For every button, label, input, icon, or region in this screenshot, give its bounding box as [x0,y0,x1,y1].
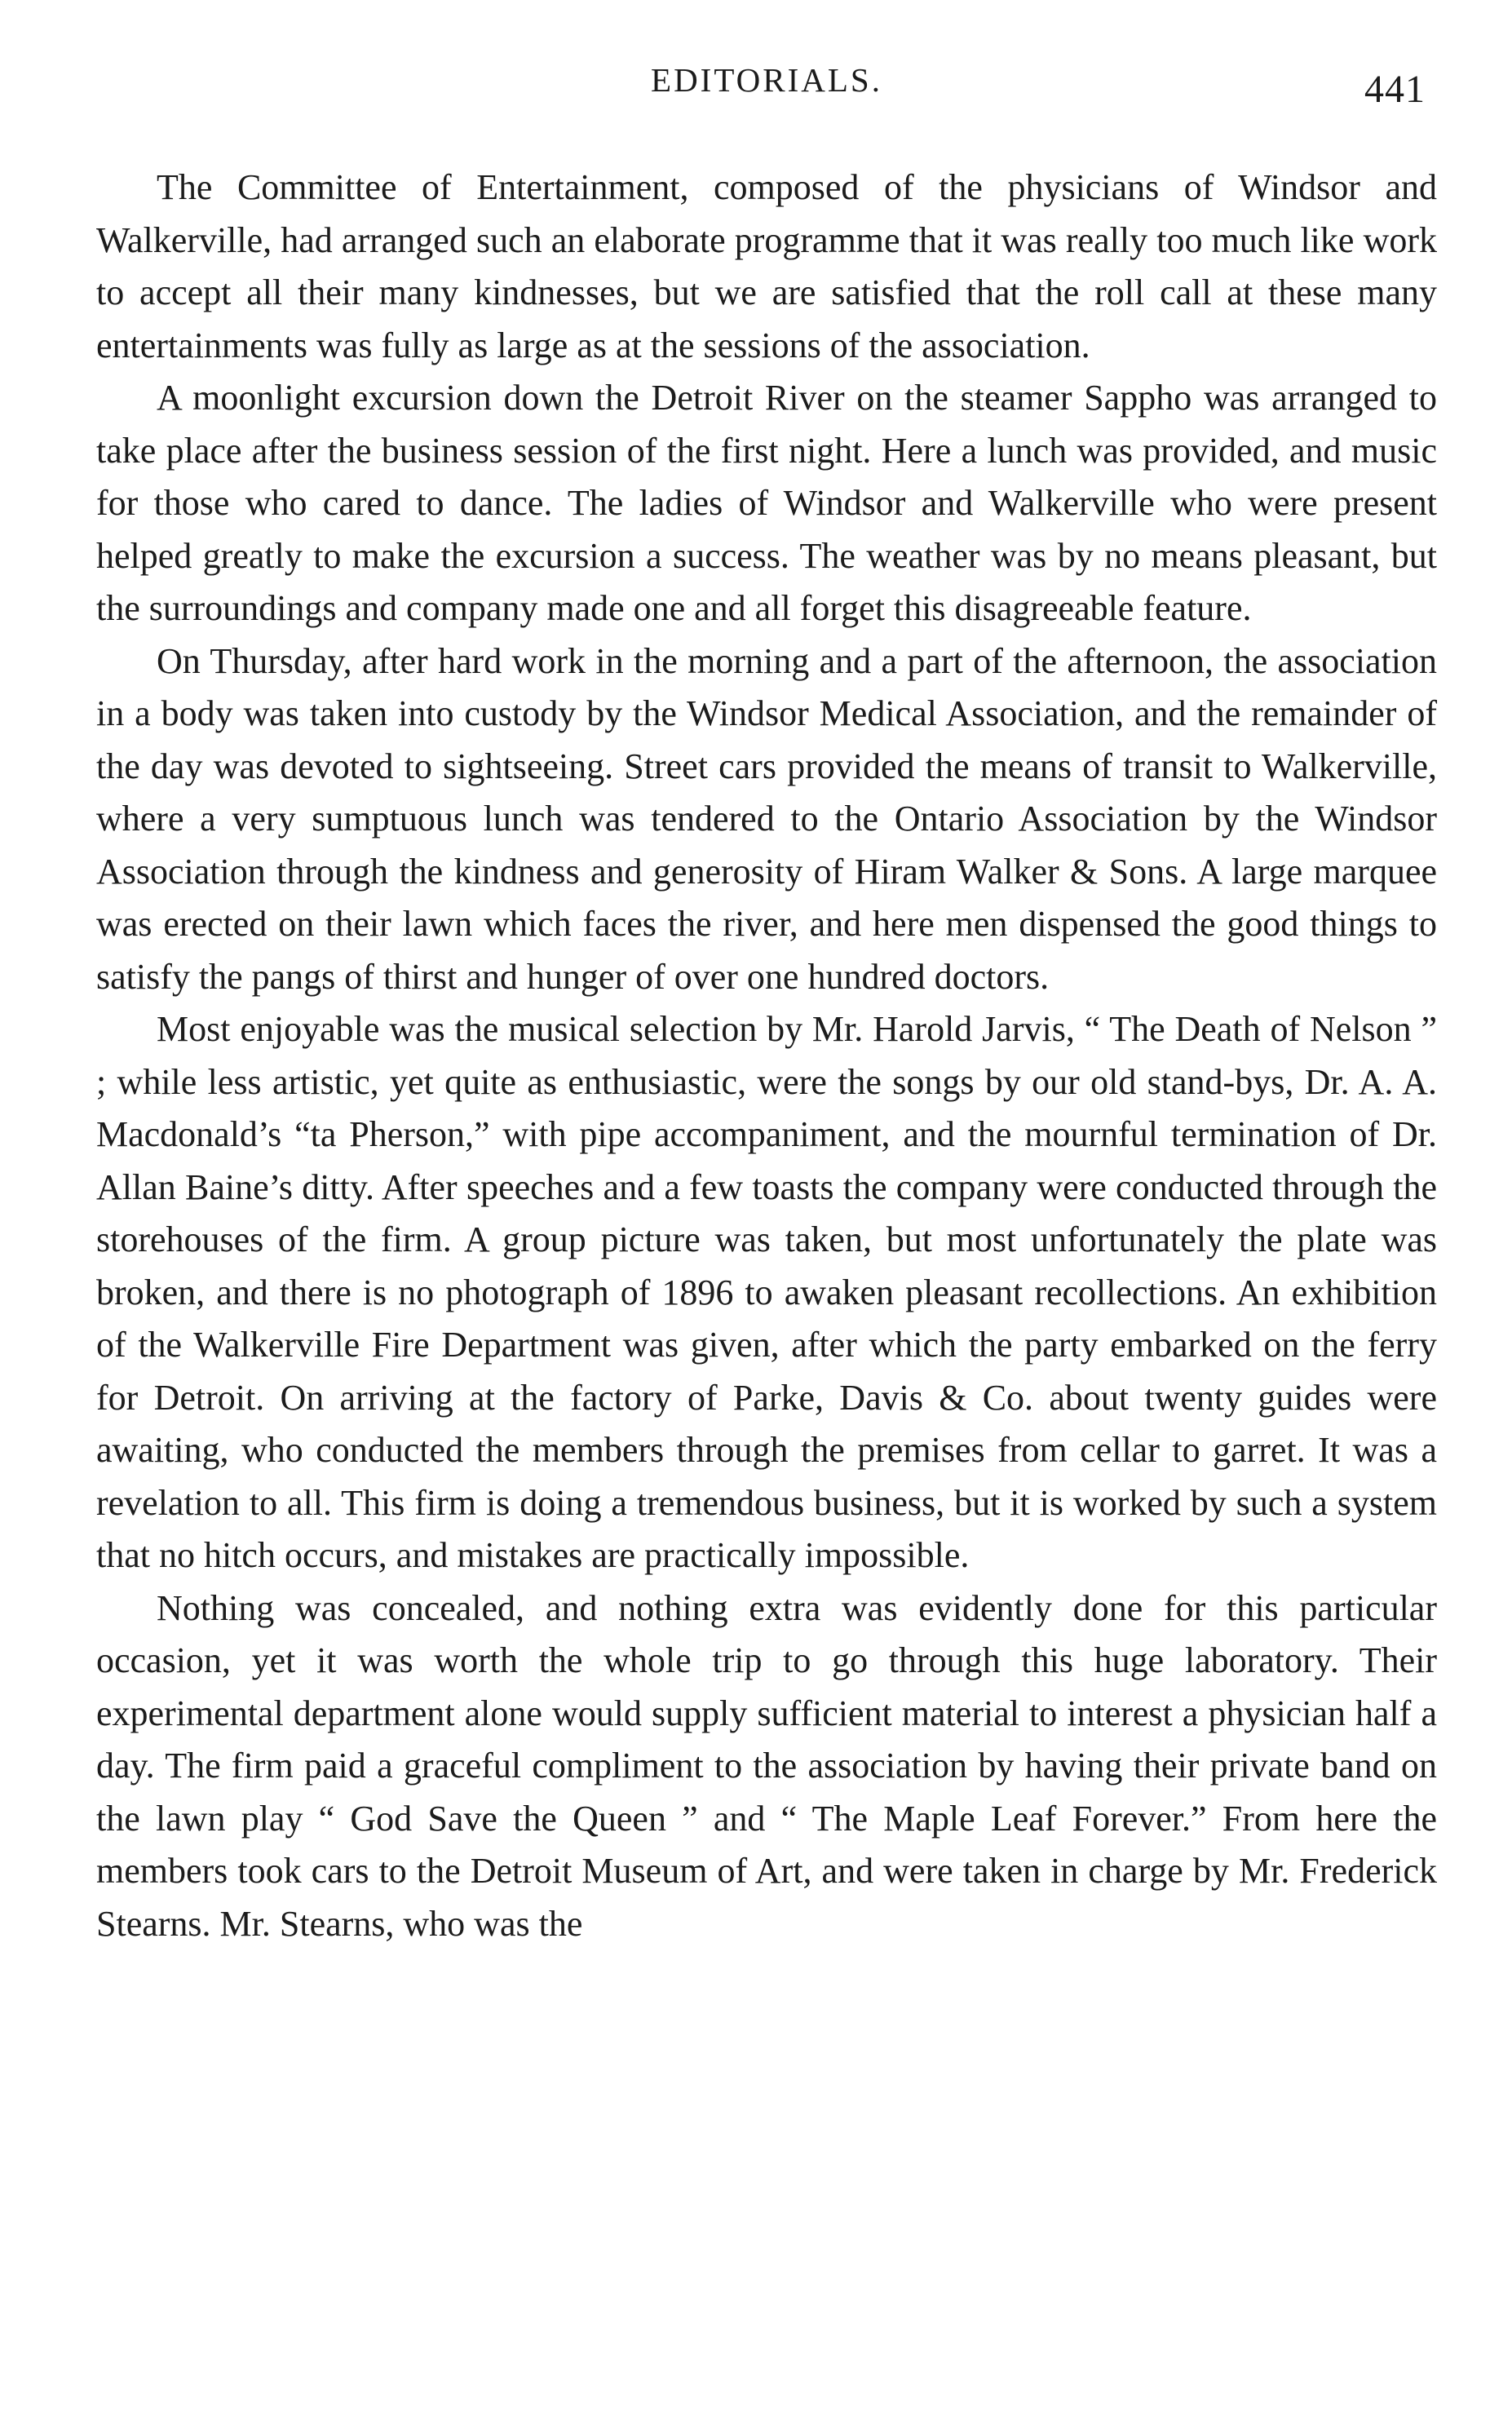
article-body [96,162,1437,1950]
running-head: EDITORIALS. [651,61,882,99]
paragraph-moonlight-excursion: A moonlight excursion down the Detroit River on the steamer Sappho was arranged to take place after the business session of the first night. Here a lunch was provided, and music for those who cared to dance. The ladies of Windsor and Walkerville who were present helped greatly to make the excursion a success. The weather was by no means pleasant, but the surroundings and company made one and all forget this disagreeable feature. [96,378,1437,628]
paragraph-entertainment-committee: The Committee of Entertainment, composed of the physicians of Windsor and Walkerville, had arranged such an elaborate programme that it was really too much like work to accept all their many kindnesses, but we are satisfied that the roll call at these many entertainments was fully as large as at the sessions of the association. [96,167,1437,365]
page-number: 441 [1364,68,1426,111]
page-header [96,46,1437,119]
paragraph-laboratory-visit: Nothing was concealed, and nothing extra was evidently done for this particular occasion, yet it was worth the whole trip to go through this huge laboratory. Their experimental department alone would supply sufficient material to interest a physician half a day. The firm paid a graceful compliment to the association by having their private band on the lawn play “ God Save the Queen ” and “ The Maple Leaf Forever.” From here the members took cars to the Detroit Museum of Art, and were taken in charge by Mr. Frederick Stearns. Mr. Stearns, who was the [96,1587,1437,1944]
paragraph-musical-selection: Most enjoyable was the musical selection by Mr. Harold Jarvis, “ The Death of Nelson ” ; while less artistic, yet quite as enthusiastic, were the songs by our old stand-bys, Dr. A. A. Macdonald’s “ta Pherson,” with pipe accompaniment, and the mournful termination of Dr. Allan Baine’s ditty. After speeches and a few toasts the company were conducted through the storehouses of the firm. A group picture was taken, but most unfortunately the plate was broken, and there is no photograph of 1896 to awaken pleasant recollections. An exhibition of the Walkerville Fire Department was given, after which the party embarked on the ferry for Detroit. On arriving at the factory of Parke, Davis & Co. about twenty guides were awaiting, who conducted the members through the premises from cellar to garret. It was a revelation to all. This firm is doing a tremendous business, but it is worked by such a system that no hitch occurs, and mistakes are practically impossible. [96,1009,1437,1575]
paragraph-thursday-sightseeing: On Thursday, after hard work in the morning and a part of the afternoon, the association in a body was taken into custody by the Windsor Medical Association, and the remainder of the day was devoted to sightseeing. Street cars provided the means of transit to Walkerville, where a very sumptuous lunch was tendered to the Ontario Association by the Windsor Association through the kindness and generosity of Hiram Walker & Sons. A large marquee was erected on their lawn which faces the river, and here men dispensed the good things to satisfy the pangs of thirst and hunger of over one hundred doctors. [96,640,1437,997]
